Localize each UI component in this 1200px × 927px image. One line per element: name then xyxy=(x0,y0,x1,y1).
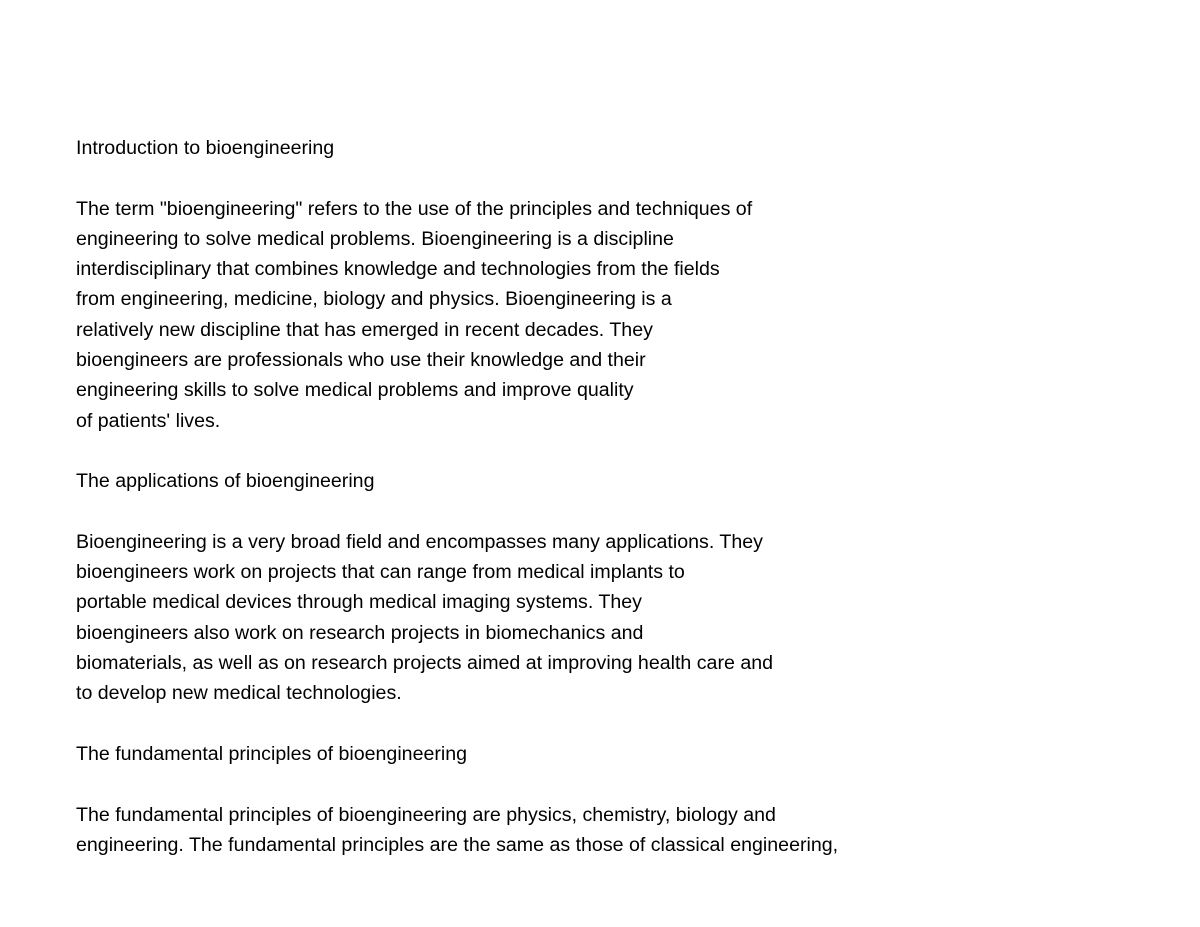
paragraph-line: The fundamental principles of bioengineering are physics, chemistry, biology and xyxy=(76,803,776,826)
paragraph-line: biomaterials, as well as on research projects aimed at improving health care and xyxy=(76,652,774,675)
section-heading-principles: The fundamental principles of bioengineering xyxy=(76,742,468,765)
paragraph-line: portable medical devices through medical imaging systems. They xyxy=(76,591,642,614)
paragraph-line: bioengineers work on projects that can range from medical implants to xyxy=(76,561,685,584)
paragraph-line: bioengineers are professionals who use their knowledge and their xyxy=(76,349,646,372)
blank-line xyxy=(76,163,1156,193)
paragraph-line: of patients' lives. xyxy=(76,409,221,432)
paragraph-line: engineering to solve medical problems. Bioengineering is a discipline xyxy=(76,227,674,250)
paragraph-line: engineering skills to solve medical problems and improve quality xyxy=(76,379,634,402)
section-heading-applications: The applications of bioengineering xyxy=(76,470,375,493)
blank-line xyxy=(76,769,1156,799)
paragraph-line: engineering. The fundamental principles are the same as those of classical engineering, xyxy=(76,833,839,856)
paragraph-line: to develop new medical technologies. xyxy=(76,682,402,705)
section-heading-introduction: Introduction to bioengineering xyxy=(76,137,335,159)
paragraph-line: bioengineers also work on research projects in biomechanics and xyxy=(76,621,644,644)
paragraph-line: relatively new discipline that has emerged in recent decades. They xyxy=(76,318,653,341)
blank-line xyxy=(76,436,1156,466)
blank-line xyxy=(76,709,1156,739)
paragraph-line: interdisciplinary that combines knowledge and technologies from the fields xyxy=(76,258,720,281)
paragraph-line: from engineering, medicine, biology and physics. Bioengineering is a xyxy=(76,288,672,311)
paragraph-line: The term "bioengineering" refers to the use of the principles and techniques of xyxy=(76,197,753,220)
paragraph-line: Bioengineering is a very broad field and encompasses many applications. They xyxy=(76,530,763,553)
blank-line xyxy=(76,497,1156,527)
document-body xyxy=(76,133,1156,860)
